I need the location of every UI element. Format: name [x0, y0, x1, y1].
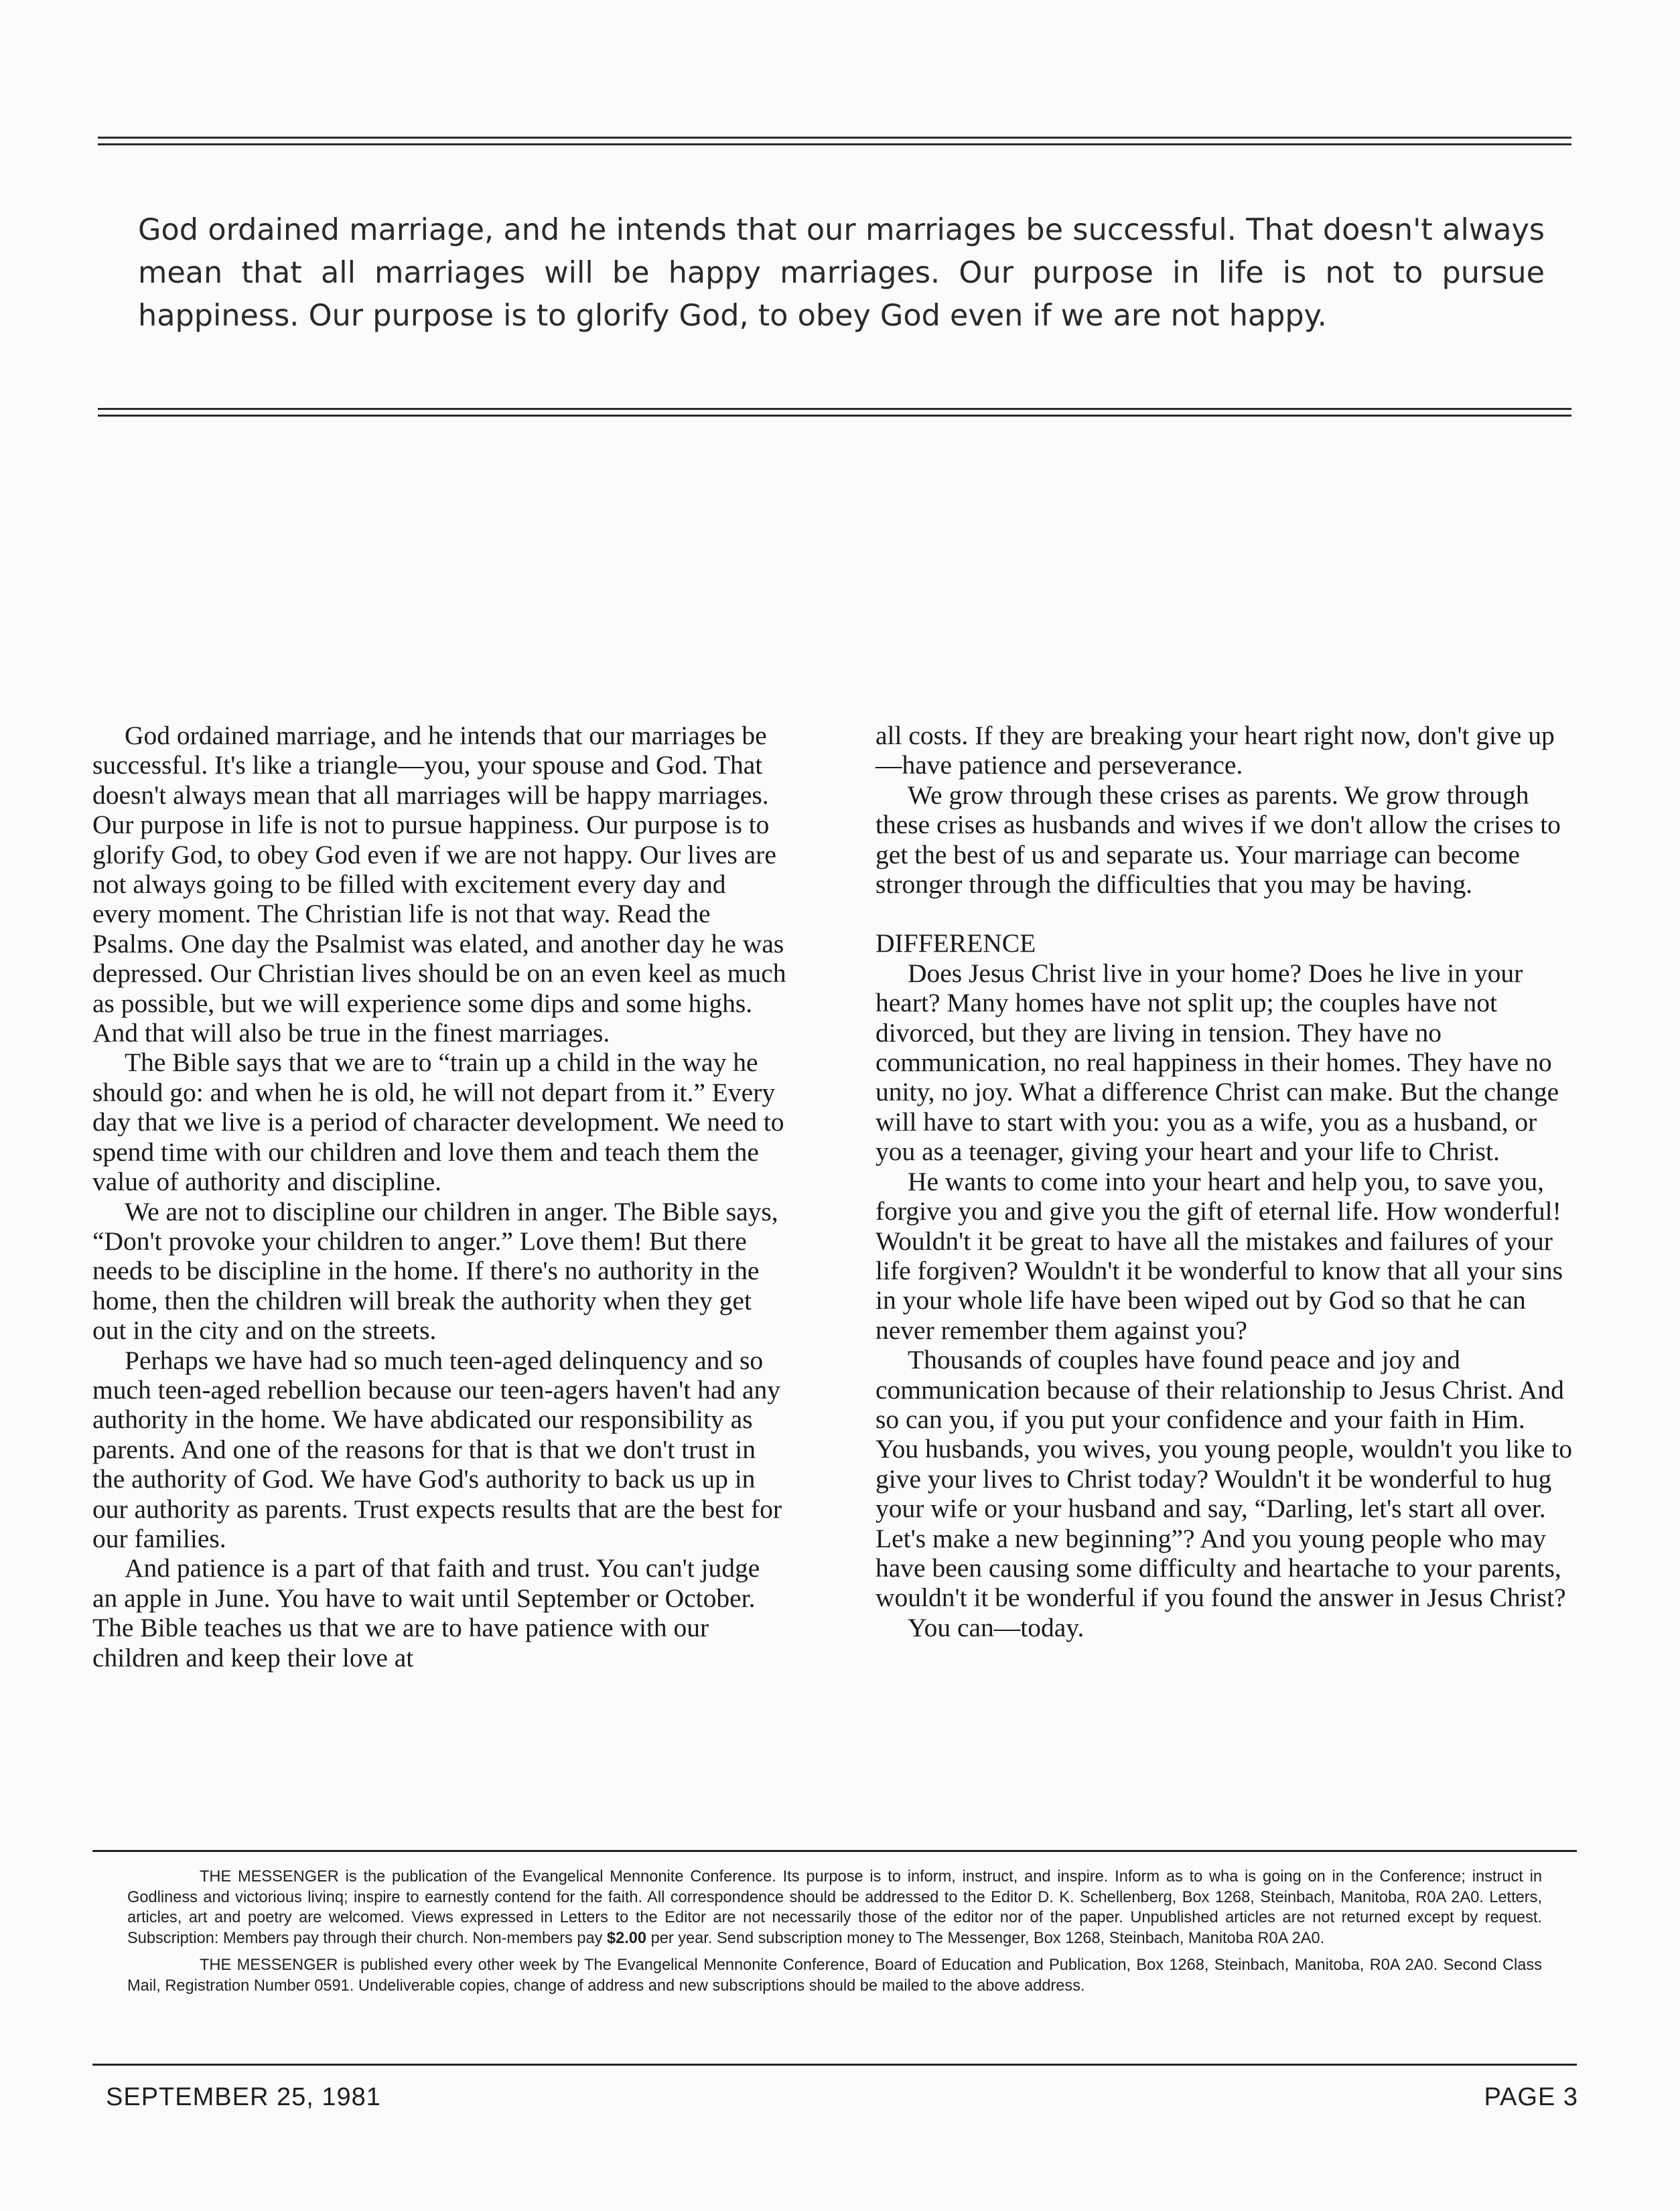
paragraph: God ordained marriage, and he intends that our marriages be successful. It's like a triangle—you, your spouse and God. That doesn't always mean that all marriages will be happy marriages. Our purpose in life is not to pursue happiness. Our purpose is to glorify God, to obey God even if we are not happy. Our lives are not always going to be filled with excitement every day and every moment. The Christian life is not that way. Read the Psalms. One day the Psalmist was elated, and another day he was depressed. Our Christian lives should be on an even keel as much as possible, but we will experience some dips and some highs. And that will also be true in the finest marriages.	[92, 721, 786, 1048]
pull-quote-top-rule	[98, 137, 1571, 145]
paragraph: The Bible says that we are to “train up a child in the way he should go: and when he is old, he will not depart from it.” Every day that we live is a period of character development. We need to spend time with our children and love them and teach them the value of authority and discipline.	[92, 1048, 784, 1197]
page-number: PAGE 3	[1484, 2083, 1578, 2111]
pull-quote: God ordained marriage, and he intends that our marriages be successful. That doesn't always mean that all marriages will be happy marriages. Our purpose in life is not to pursue happiness. Our purpose is to glorify God, to obey God even if we are not happy.	[138, 213, 1545, 333]
closing-line: You can—today.	[908, 1612, 1084, 1642]
masthead-paragraph	[127, 1867, 1542, 1948]
paragraph-continuation: all costs. If they are breaking your heart right now, don't give up—have patience and perseverance.	[876, 721, 1555, 780]
masthead-paragraph: THE MESSENGER is published every other week by The Evangelical Mennonite Conference, Board of Education and Publication, Box 1268, Steinbach, Manitoba, R0A 2A0. Second Class Mail, Registration Number 0591. Undeliverable copies, change of address and new subscriptions should be mailed to the above address.	[127, 1956, 1542, 1995]
paragraph: He wants to come into your heart and help you, to save you, forgive you and give you the gift of eternal life. How wonderful! Wouldn't it be great to have all the mistakes and failures of your life forgiven? Wouldn't it be wonderful to know that all your sins in your whole life have been wiped out by God so that he can never remember them against you?	[876, 1166, 1563, 1345]
paragraph: We are not to discipline our children in anger. The Bible says, “Don't provoke your children to anger.” Love them! But there needs to be discipline in the home. If there's no authority in the home, then the children will break the authority when they get out in the city and on the streets.	[92, 1196, 778, 1346]
article-column-right	[876, 721, 1572, 1642]
paragraph: And patience is a part of that faith and trust. You can't judge an apple in June. You have to wait until September or October. The Bible teaches us that we are to have patience with our children and keep their love at	[92, 1553, 760, 1672]
article-column-left	[92, 721, 789, 1672]
paragraph: Does Jesus Christ live in your home? Does he live in your heart? Many homes have not split up; the couples have not divorced, but they are living in tension. They have no communication, no real happiness in their homes. They have no unity, no joy. What a difference Christ can make. But the change will have to start with you: you as a wife, you as a husband, or you as a teenager, giving your heart and your life to Christ.	[876, 958, 1559, 1167]
paragraph: Thousands of couples have found peace and joy and communication because of their relationship to Jesus Christ. And so can you, if you put your confidence and your faith in Him. You husbands, you wives, you young people, wouldn't you like to give your lives to Christ today? Wouldn't it be wonderful to hug your wife or your husband and say, “Darling, let's start all over. Let's make a new beginning”? And you young people who may have been causing some difficulty and heartache to your parents, wouldn't it be wonderful if you found the answer in Jesus Christ?	[876, 1345, 1572, 1613]
masthead-text: THE MESSENGER is the publication of the Evangelical Mennonite Conference. Its purpose is to inform, instruct, and inspire. Inform as to wha is going on in the Conference; instruct in Godliness and victorious livinq; inspire to earnestly contend for the faith. All correspondence should be addressed to the Editor D. K. Schellenberg, Box 1268, Steinbach, Manitoba, R0A 2A0. Letters, articles, art and poetry are welcomed. Views expressed in Letters to the Editor are not necessarily those of the editor nor of the paper. Unpublished articles are not returned except by request. Subscription: Members pay through their church. Non-members pay	[127, 1868, 1542, 1947]
masthead-box	[92, 1850, 1577, 2066]
section-heading: DIFFERENCE	[876, 928, 1036, 958]
pull-quote-bottom-rule	[98, 408, 1571, 417]
paragraph: Perhaps we have had so much teen-aged delinquency and so much teen-aged rebellion because our teen-agers haven't had any authority in the home. We have abdicated our responsibility as parents. And one of the reasons for that is that we don't trust in the authority of God. We have God's authority to back us up in our authority as parents. Trust expects results that are the best for our families.	[92, 1345, 782, 1553]
price: $2.00	[607, 1929, 647, 1947]
masthead-text: per year. Send subscription money to The Messenger, Box 1268, Steinbach, Manitoba R0A 2A0.	[646, 1929, 1325, 1947]
footer-date: SEPTEMBER 25, 1981	[106, 2083, 381, 2111]
paragraph: We grow through these crises as parents. We grow through these crises as husbands and wives if we don't allow the crises to get the best of us and separate us. Your marriage can become stronger through the difficulties that you may be having.	[876, 780, 1561, 900]
